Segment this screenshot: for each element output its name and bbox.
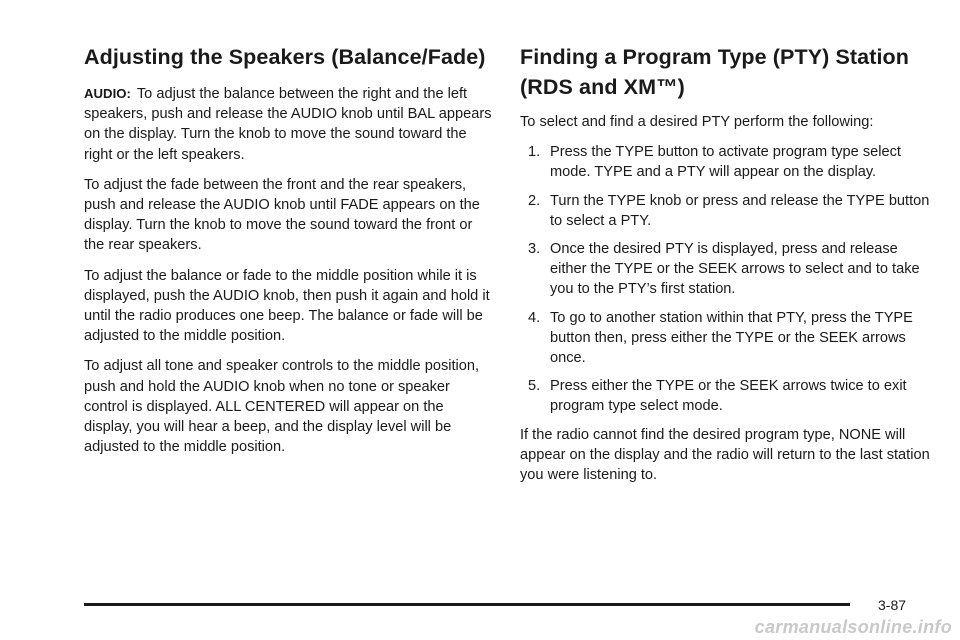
list-item — [520, 308, 930, 369]
paragraph-pty-intro: To select and find a desired PTY perform the following: — [520, 114, 874, 130]
paragraph-audio-balance — [84, 84, 494, 165]
list-item — [520, 191, 930, 231]
left-column — [84, 42, 494, 467]
step-text: To go to another station within that PTY, press the TYPE button then, press either the TYPE or the SEEK arrows once. — [550, 309, 913, 367]
watermark-text: carmanualsonline.info — [754, 617, 952, 637]
step-text: Turn the TYPE knob or press and release the TYPE button to select a PTY. — [550, 192, 930, 229]
section-heading-speakers: Adjusting the Speakers (Balance/Fade) — [84, 45, 486, 69]
step-text: Press the TYPE button to activate program type select mode. TYPE and a PTY will appear on the display. — [550, 144, 901, 181]
pty-steps-list — [520, 142, 930, 416]
paragraph-middle-position: To adjust the balance or fade to the middle position while it is displayed, push the AUDIO knob, then push it again and hold it until the radio produces one beep. The balance or fade will be adjusted to the middle position. — [84, 267, 490, 345]
step-number: 3. — [528, 241, 541, 258]
step-number: 5. — [528, 378, 541, 395]
list-item — [520, 239, 930, 300]
paragraph-pty-none: If the radio cannot find the desired program type, NONE will appear on the display and the radio will return to the last station you were listening to. — [520, 426, 930, 484]
step-text: Press either the TYPE or the SEEK arrows twice to exit program type select mode. — [550, 378, 907, 415]
audio-lead-label: AUDIO: — [84, 86, 131, 101]
paragraph-all-centered: To adjust all tone and speaker controls to the middle position, push and hold the AUDIO knob when no tone or speaker control is displayed. ALL CENTERED will appear on the display, you will hear a beep, and the display level will be adjusted to the middle position. — [84, 358, 480, 456]
list-item — [520, 142, 930, 182]
step-number: 2. — [528, 192, 541, 209]
step-number: 4. — [528, 309, 541, 326]
right-column — [520, 42, 930, 495]
audio-balance-text: To adjust the balance between the right and the left speakers, push and release the AUDIO knob until BAL appears on the display. Turn the knob to move the sound toward the right or the left speakers. — [84, 86, 492, 163]
footer-rule — [84, 603, 850, 606]
step-text: Once the desired PTY is displayed, press and release either the TYPE or the SEEK arrows to select and to take you to the PTY’s first station. — [550, 241, 920, 298]
step-number: 1. — [528, 144, 541, 161]
page-number: 3-87 — [878, 597, 907, 613]
paragraph-fade: To adjust the fade between the front and the rear speakers, push and release the AUDIO knob until FADE appears on the display. Turn the knob to move the sound toward the front or the rear speakers. — [84, 176, 480, 254]
section-heading-pty: Finding a Program Type (PTY) Station (RDS and XM™) — [520, 45, 910, 99]
list-item — [520, 376, 930, 416]
